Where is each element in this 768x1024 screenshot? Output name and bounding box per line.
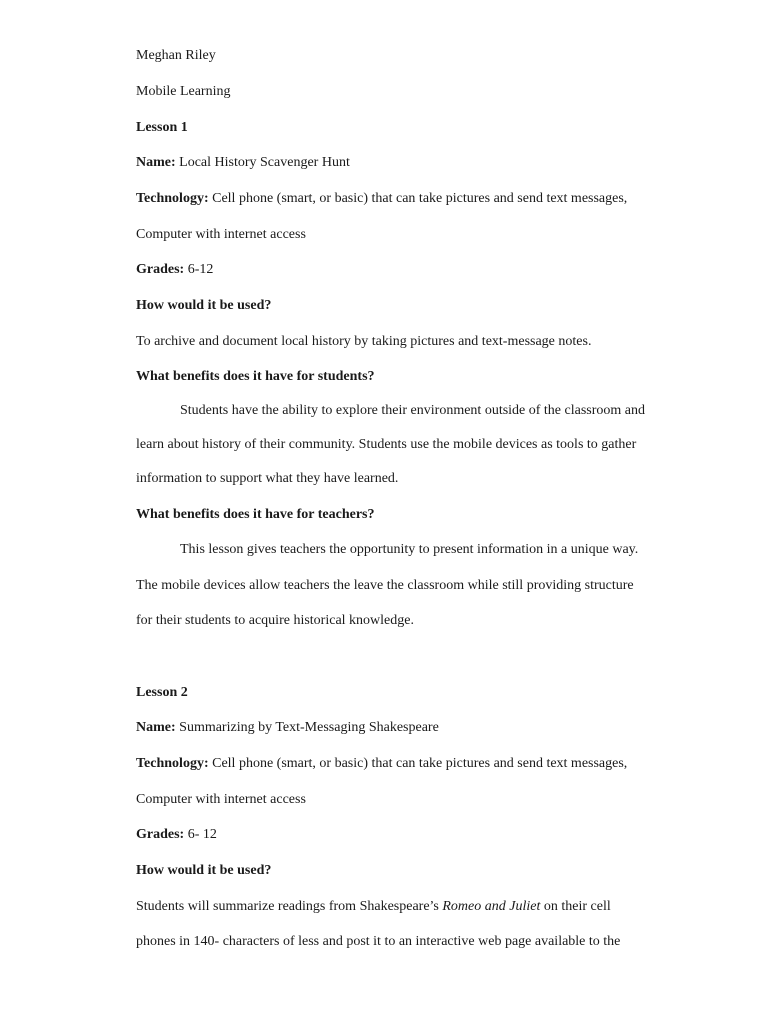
lesson-1-heading: Lesson 1: [136, 120, 188, 135]
lesson-1-teachers-line: for their students to acquire historical knowledge.: [136, 613, 414, 628]
lesson-1-students-line: information to support what they have learned.: [136, 471, 399, 486]
lesson-1-name: [136, 154, 350, 172]
grades-value: 6- 12: [184, 827, 217, 842]
lesson-2-use-line: [136, 898, 611, 916]
grades-label: Grades:: [136, 262, 185, 277]
use-text-end: on their cell: [540, 899, 611, 914]
lesson-2-use-heading: How would it be used?: [136, 863, 272, 878]
lesson-1-use-text: To archive and document local history by taking pictures and text-message notes.: [136, 334, 592, 349]
lesson-1-technology: [136, 190, 627, 208]
author-name: Meghan Riley: [136, 48, 216, 63]
grades-value: 6-12: [184, 262, 214, 277]
lesson-1-teachers-line: This lesson gives teachers the opportunity to present information in a unique way.: [180, 542, 639, 557]
use-text-start: Students will summarize readings from Shakespeare’s: [136, 899, 443, 914]
lesson-1-students-heading: What benefits does it have for students?: [136, 369, 375, 384]
lesson-2-grades: [136, 826, 217, 844]
lesson-2-use-line: phones in 140- characters of less and post it to an interactive web page available to the: [136, 934, 621, 949]
technology-value: Cell phone (smart, or basic) that can take pictures and send text messages,: [208, 756, 628, 771]
technology-label: Technology:: [136, 191, 209, 206]
lesson-1-teachers-line: The mobile devices allow teachers the leave the classroom while still providing structure: [136, 578, 634, 593]
name-label: Name:: [136, 720, 176, 735]
lesson-1-technology-cont: Computer with internet access: [136, 227, 306, 242]
lesson-2-technology-cont: Computer with internet access: [136, 792, 306, 807]
course-title: Mobile Learning: [136, 84, 231, 99]
grades-label: Grades:: [136, 827, 185, 842]
lesson-2-name: [136, 719, 439, 737]
lesson-1-grades: [136, 261, 213, 279]
name-label: Name:: [136, 155, 176, 170]
technology-value: Cell phone (smart, or basic) that can take pictures and send text messages,: [208, 191, 628, 206]
play-title: Romeo and Juliet: [442, 899, 541, 914]
lesson-2-heading: Lesson 2: [136, 685, 188, 700]
lesson-2-technology: [136, 755, 627, 773]
name-value: Local History Scavenger Hunt: [175, 155, 350, 170]
lesson-1-use-heading: How would it be used?: [136, 298, 272, 313]
lesson-1-students-line: Students have the ability to explore their environment outside of the classroom and: [180, 403, 646, 418]
technology-label: Technology:: [136, 756, 209, 771]
name-value: Summarizing by Text-Messaging Shakespeare: [175, 720, 439, 735]
lesson-1-teachers-heading: What benefits does it have for teachers?: [136, 507, 375, 522]
lesson-1-students-line: learn about history of their community. Students use the mobile devices as tools to gather: [136, 437, 637, 452]
